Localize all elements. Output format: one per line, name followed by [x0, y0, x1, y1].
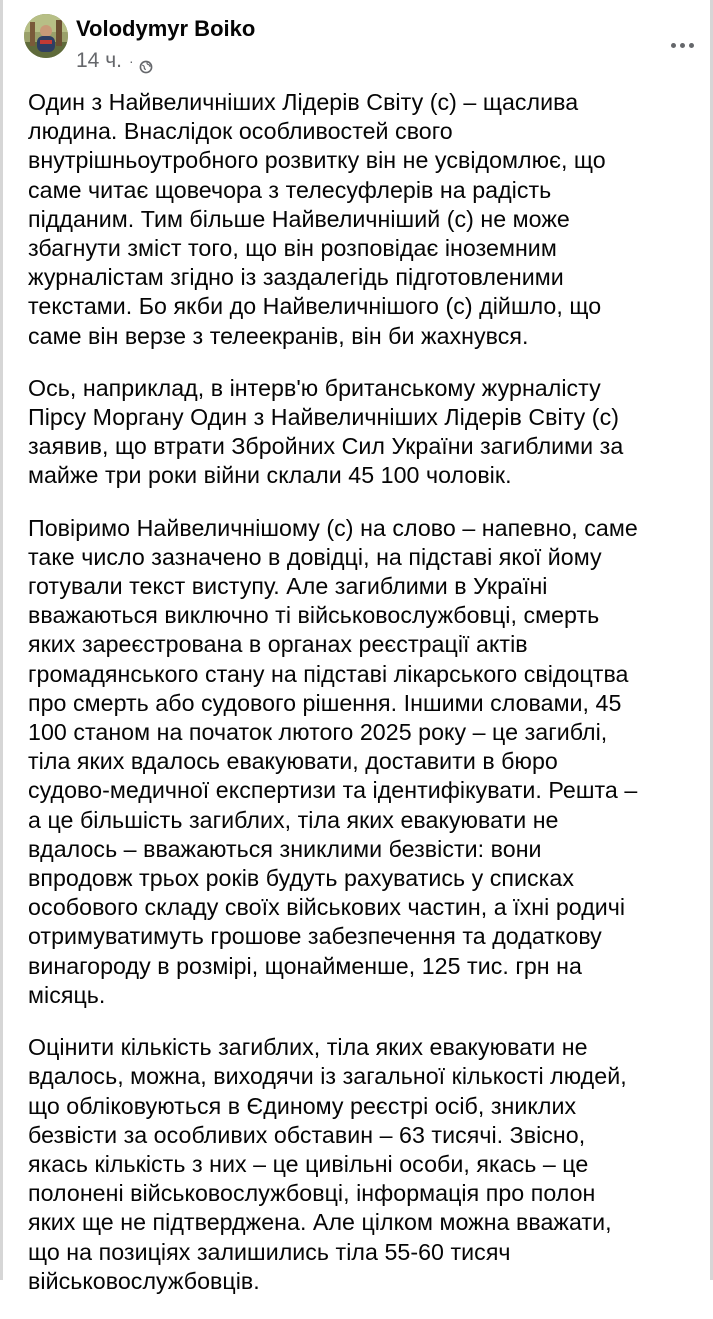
globe-icon[interactable] — [139, 56, 153, 70]
author-name[interactable]: Volodymyr Boiko — [76, 16, 256, 41]
text-line: яких зареєстрована в органах реєстрації актів — [28, 631, 528, 658]
text-line: що на позиціях залишились тіла 55-60 тисяч — [28, 1238, 511, 1265]
text-line: збагнути зміст того, що він розповідає іноземним — [28, 235, 557, 262]
text-line: 100 станом на початок лютого 2025 року – це загиблі, — [28, 719, 608, 746]
text-line: внутрішньоутробного розвитку він не усвідомлює, що — [28, 147, 606, 174]
more-horizontal-icon — [671, 43, 676, 48]
paragraph-1 — [28, 88, 704, 351]
text-line: місяць. — [28, 981, 106, 1008]
left-edge — [0, 0, 3, 1280]
text-line: громадянського стану на підставі лікарського свідоцтва — [28, 660, 629, 687]
text-line: полонені військовослужбовці, інформація про полон — [28, 1180, 596, 1207]
profile-photo-icon — [24, 14, 68, 58]
text-line: якась кількість з них – це цивільні особи, якась – це — [28, 1150, 589, 1177]
more-horizontal-icon — [680, 43, 685, 48]
paragraph-4 — [28, 1033, 704, 1296]
text-line: судово-медичної експертизи та ідентифікувати. Решта – — [28, 777, 638, 804]
text-line: саме він верзе з телеекранів, він би жахнувся. — [28, 322, 529, 349]
text-line: підданим. Тим більше Найвеличніший (с) не може — [28, 205, 570, 232]
text-line: Оцінити кількість загиблих, тіла яких евакуювати не — [28, 1034, 588, 1061]
avatar[interactable] — [24, 14, 68, 58]
text-line: Пірсу Моргану Один з Найвеличніших Лідерів Світу (с) — [28, 404, 619, 431]
post-header — [0, 0, 713, 82]
text-line: майже три роки війни склали 45 100 чоловік. — [28, 462, 512, 489]
text-line: текстами. Бо якби до Найвеличнішого (с) дійшло, що — [28, 293, 602, 320]
text-line: безвісти за особливих обставин – 63 тисячі. Звісно, — [28, 1121, 586, 1148]
text-line: тіла яких вдалось евакуювати, доставити в бюро — [28, 748, 558, 775]
text-line: людина. Внаслідок особливостей свого — [28, 118, 453, 145]
text-line: що обліковуються в Єдиному реєстрі осіб, зниклих — [28, 1092, 577, 1119]
text-line: готували текст виступу. Але загиблими в Україні — [28, 573, 548, 600]
post-meta — [76, 49, 153, 73]
text-line: заявив, що втрати Збройних Сил України загиблими за — [28, 433, 624, 460]
text-line: таке число зазначено в довідці, на підставі якої йому — [28, 543, 602, 570]
text-line: винагороду в розмірі, щонайменше, 125 тис. грн на — [28, 952, 582, 979]
text-line: Ось, наприклад, в інтерв'ю британському журналісту — [28, 374, 601, 401]
text-line: саме читає щовечора з телесуфлерів на радість — [28, 176, 552, 203]
more-horizontal-icon — [689, 43, 694, 48]
text-line: а це більшість загиблих, тіла яких евакуювати не — [28, 806, 559, 833]
text-line: вдалось, можна, виходячи із загальної кількості людей, — [28, 1063, 627, 1090]
text-line: вважаються виключно ті військовослужбовці, смерть — [28, 602, 600, 629]
post-text — [28, 88, 704, 1319]
paragraph-3 — [28, 514, 704, 1010]
text-line: яких ще не підтверджена. Але цілком можна вважати, — [28, 1209, 612, 1236]
post-time[interactable]: 14 ч. — [76, 49, 122, 72]
text-line: впродовж трьох років будуть рахуватись у списках — [28, 865, 574, 892]
text-line: військовослужбовців. — [28, 1267, 260, 1294]
paragraph-2 — [28, 374, 704, 491]
text-line: отримуватимуть грошове забезпечення та додаткову — [28, 923, 602, 950]
text-line: журналістам згідно із заздалегідь підготовленими — [28, 264, 564, 291]
more-options-button[interactable] — [665, 33, 699, 57]
text-line: Один з Найвеличніших Лідерів Світу (с) – щаслива — [28, 89, 579, 115]
text-line: про смерть або судового рішення. Іншими словами, 45 — [28, 689, 622, 716]
text-line: вдалось – вважаються зниклими безвісти: вони — [28, 835, 542, 862]
meta-separator: · — [128, 53, 134, 69]
text-line: Повіримо Найвеличнішому (с) на слово – напевно, саме — [28, 514, 638, 541]
text-line: особового складу своїх військових частин, а їхні родичі — [28, 894, 626, 921]
